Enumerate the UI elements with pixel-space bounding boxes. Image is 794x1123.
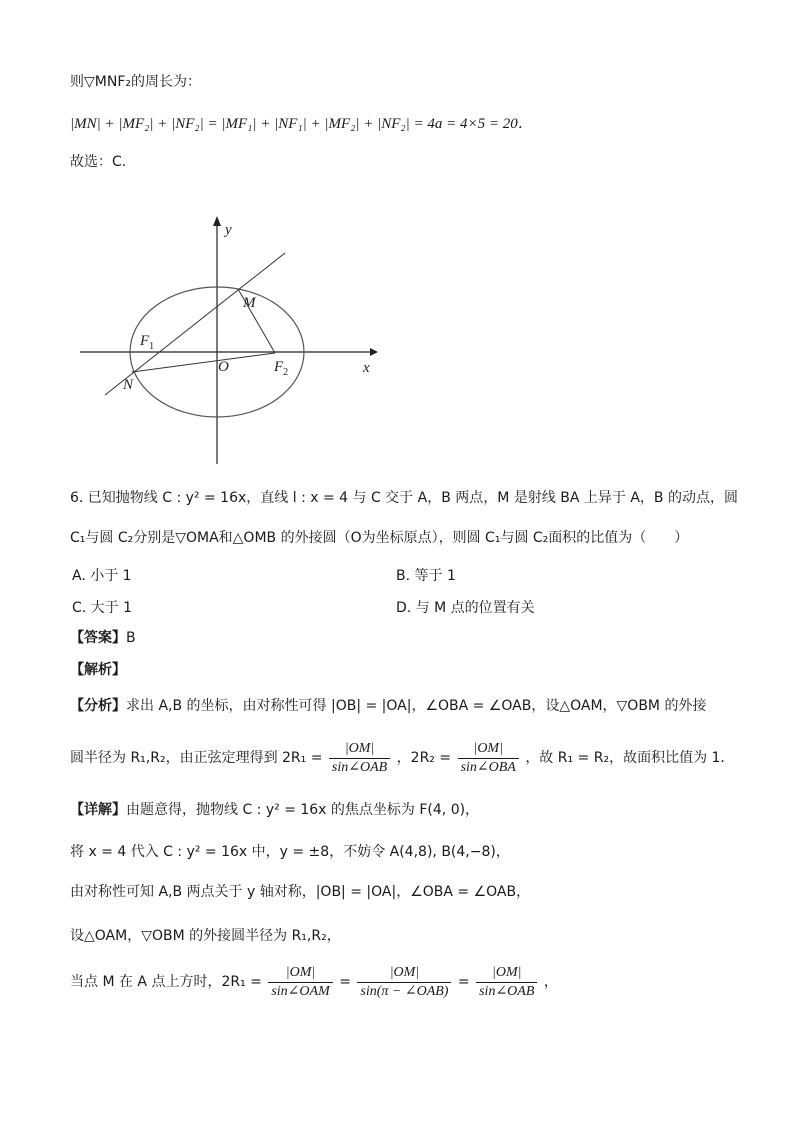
label-x: x xyxy=(363,360,370,376)
question-6-line-1: 6. 已知抛物线 C : y² = 16x，直线 l : x = 4 与 C 交于 A，B 两点，M 是射线 BA 上异于 A，B 的动点，圆 xyxy=(70,490,738,506)
fenxi-tag: 【分析】 xyxy=(70,698,126,714)
equals-2: = xyxy=(457,974,470,990)
xiangjie-line-5 xyxy=(70,962,558,1002)
option-d: D. 与 M 点的位置有关 xyxy=(396,600,535,616)
answer-line xyxy=(70,628,136,648)
xiangjie-tag: 【详解】 xyxy=(70,802,126,818)
option-b: B. 等于 1 xyxy=(396,568,456,584)
perimeter-equation: |MN| + |MF₂| + |NF₂| = |MF₁| + |NF₁| + |MF₂| + |NF₂| = 4a = 4×5 = 20． xyxy=(70,116,533,132)
segment-n-f2 xyxy=(132,353,275,372)
fenxi-text-1: 求出 A,B 的坐标，由对称性可得 |OB| = |OA|，∠OBA = ∠OAB，设△OAM，▽OBM 的外接 xyxy=(126,698,707,714)
xiangjie-text-5a: 当点 M 在 A 点上方时，2R₁ = xyxy=(70,974,262,990)
label-o: O xyxy=(218,359,229,375)
y-axis-arrow xyxy=(213,216,221,226)
answer-value: B xyxy=(126,630,136,646)
fraction-om-sin-pi-minus-oab: $\frac{|OM|}{\text{sin(π − ∠OAB)}}$ xyxy=(357,964,451,1001)
ellipse-figure xyxy=(75,212,385,472)
fenxi-line-1 xyxy=(70,696,706,716)
option-c: C. 大于 1 xyxy=(72,600,133,616)
option-a: A. 小于 1 xyxy=(72,568,132,584)
xiangjie-line-2: 将 x = 4 代入 C : y² = 16x 中，y = ±8，不妨令 A(4,8), B(4,−8)， xyxy=(70,844,510,860)
answer-tag: 【答案】 xyxy=(70,630,126,646)
fraction-om-sin-oam: $\frac{|OM|}{\text{sin∠OAM}}$ xyxy=(268,964,332,1001)
fraction-om-sin-oab: $\frac{|OM|}{\text{sin∠OAB}}$ xyxy=(329,740,390,777)
question-6-line-2: C₁与圆 C₂分别是▽OMA和△OMB 的外接圆（O为坐标原点），则圆 C₁与圆 C₂面积的比值为（ ） xyxy=(70,530,689,546)
label-f1: $F_1$ xyxy=(140,333,155,352)
analysis-tag: 【解析】 xyxy=(70,662,126,678)
xiangjie-line-1 xyxy=(70,800,479,820)
fraction-om-sin-oba: $\frac{|OM|}{\text{sin∠OBA}}$ xyxy=(458,740,519,777)
label-n: N xyxy=(123,377,134,393)
fenxi-text-2c: ，故 R₁ = R₂，故面积比值为 1. xyxy=(525,750,725,766)
label-f2: $F_2$ xyxy=(274,359,289,378)
fenxi-line-2 xyxy=(70,738,725,778)
xiangjie-text-5-end: ， xyxy=(543,974,558,990)
fenxi-text-2b: ，2R₂ = xyxy=(396,750,452,766)
perimeter-intro: 则▽MNF₂的周长为： xyxy=(70,74,201,90)
label-y: y xyxy=(225,222,232,238)
fenxi-text-2a: 圆半径为 R₁,R₂，由正弦定理得到 2R₁ = xyxy=(70,750,323,766)
xiangjie-text-1: 由题意得，抛物线 C : y² = 16x 的焦点坐标为 F(4, 0)， xyxy=(126,802,480,818)
xiangjie-line-4: 设△OAM，▽OBM 的外接圆半径为 R₁,R₂， xyxy=(70,928,341,944)
choice-c-line: 故选：C. xyxy=(70,154,127,170)
x-axis-arrow xyxy=(370,348,378,356)
label-m: M xyxy=(243,295,256,311)
equals-1: = xyxy=(339,974,351,990)
fraction-om-sin-oab-2: $\frac{|OM|}{\text{sin∠OAB}}$ xyxy=(476,964,537,1001)
xiangjie-line-3: 由对称性可知 A,B 两点关于 y 轴对称，|OB| = |OA|，∠OBA = ∠OAB， xyxy=(70,884,531,900)
